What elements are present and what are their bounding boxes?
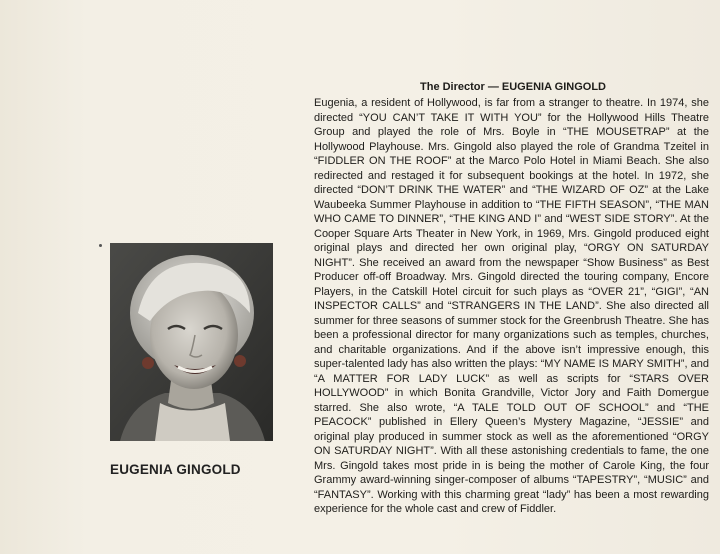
portrait-caption: EUGENIA GINGOLD bbox=[110, 462, 241, 477]
article-heading: The Director — EUGENIA GINGOLD bbox=[420, 81, 607, 93]
article-paragraph: Eugenia, a resident of Hollywood, is far from a stranger to theatre. In 1974, she directed “YOU CAN’T TAKE IT WITH YOU” for the Hollywood Hills Theatre Group and played the role of Mrs. Boyle in “THE MOUSETRAP” at the Hollywood Playhouse. Mrs. Gingold also played the role of Grandma Tzeitel in “FIDDLER ON THE ROOF” at the Marco Polo Hotel in Miami Beach. She also redirected and restaged it for subsequent bookings at the hotel. In 1972, she directed “DON’T DRINK THE WATER” and “THE WIZARD OF OZ” at the Lake Waubeeka Summer Playhouse in addition to “THE FIFTH SEASON”, “THE MAN WHO CAME TO DINNER”, “THE KING AND I” and “WEST SIDE STORY”. At the Cooper Square Arts Theater in New York, in 1969, Mrs. Gingold produced eight original plays and directed her own original play, “ORGY ON SATURDAY NIGHT”. She received an award from the newspaper “Show Business” as Best Producer off-off Broadway. Mrs. Gingold directed the touring company, Encore Players, in the Catskill Hotel circuit for such plays as “OVER 21”, “GIGI”, “AN INSPECTOR CALLS” and “STRANGERS IN THE LAND”. She also directed all summer for three seasons of summer stock for the Greenbrush Theatre. She has been a professional director for many organizations such as temples, churches, and charitable organizations. And if the above isn’t impressive enough, this super-talented lady has also written the plays: “MY NAME IS MARY SMITH”, and “A MATTER FOR LADY LUCK” as well as scripts for “STARS OVER HOLLYWOOD” in which Bonita Grandville, Victor Jory and Faith Domergue starred. She also wrote, “A TALE TOLD OUT OF SCHOOL” and “THE PEACOCK” published in Ellery Queen’s Mystery Magazine, “JESSIE” and original play produced in summer stock as well as the aforementioned “ORGY ON SATURDAY NIGHT”. With all these astonishing credentials to fame, the one Mrs. Gingold takes most pride in is being the mother of Carole King, the four Grammy award-winning singer-composer of albums “TAPESTRY”, “MUSIC” and “FANTASY”. Working with this charming great “lady” has been a most rewarding experience for the whole cast and crew of Fiddler. bbox=[314, 97, 709, 515]
paper-speck bbox=[99, 244, 102, 247]
article-body bbox=[314, 96, 709, 517]
portrait-photo bbox=[110, 243, 273, 441]
